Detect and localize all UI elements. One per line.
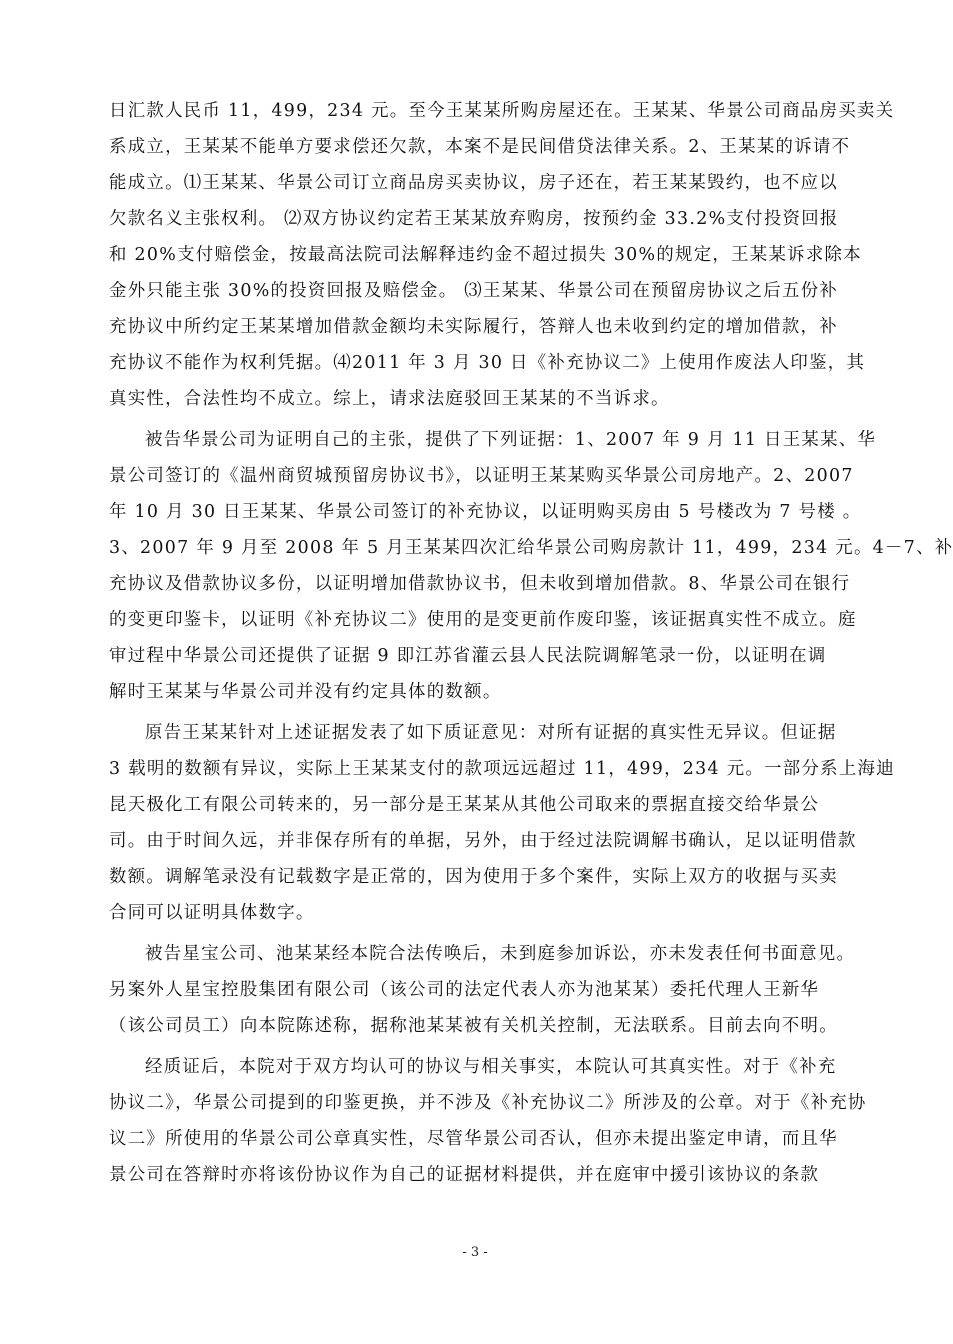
paragraph-plaintiff-cross-examination xyxy=(109,715,895,931)
text-line: 数额。调解笔录没有记载数字是正常的，因为使用于多个案件，实际上双方的收据与买卖 xyxy=(109,867,838,887)
text-line: 昆天极化工有限公司转来的，另一部分是王某某从其他公司取来的票据直接交给华景公 xyxy=(109,795,820,815)
text-line: 日汇款人民币 11，499，234 元。至今王某某所购房屋还在。王某某、华景公司商品房买卖关 xyxy=(109,101,895,121)
page-number: - 3 - xyxy=(462,1245,488,1260)
text-line: 年 10 月 30 日王某某、华景公司签订的补充协议，以证明购买房由 5 号楼改为 7 号楼 。 xyxy=(109,502,862,522)
text-line: 系成立，王某某不能单方要求偿还欠款，本案不是民间借贷法律关系。2、王某某的诉请不 xyxy=(109,137,851,157)
text-line: 充协议中所约定王某某增加借款金额均未实际履行，答辩人也未收到约定的增加借款，补 xyxy=(109,317,838,337)
text-line: 景公司签订的《温州商贸城预留房协议书》，以证明王某某购买华景公司房地产。2、2007 xyxy=(109,466,854,486)
text-line: 合同可以证明具体数字。 xyxy=(109,903,315,923)
text-line: 司。由于时间久远，并非保存所有的单据，另外，由于经过法院调解书确认，足以证明借款 xyxy=(109,831,857,851)
text-line: 审过程中华景公司还提供了证据 9 即江苏省灌云县人民法院调解笔录一份，以证明在调 xyxy=(109,646,827,666)
text-line: （该公司员工）向本院陈述称，据称池某某被有关机关控制，无法联系。目前去向不明。 xyxy=(109,1016,838,1036)
text-line: 金外只能主张 30%的投资回报及赔偿金。 ⑶王某某、华景公司在预留房协议之后五份补 xyxy=(109,281,839,301)
text-line: 和 20%支付赔偿金，按最高法院司法解释违约金不超过损失 30%的规定，王某某诉求除本 xyxy=(109,245,862,265)
paragraph-defendant-evidence xyxy=(109,422,953,710)
text-line: 3 载明的数额有异议，实际上王某某支付的款项远远超过 11，499，234 元。一部分系上海迪 xyxy=(109,759,895,779)
text-line: 议二》所使用的华景公司公章真实性，尽管华景公司否认，但亦未提出鉴定申请，而且华 xyxy=(109,1129,838,1149)
text-line: 被告星宝公司、池某某经本院合法传唤后，未到庭参加诉讼，亦未发表任何书面意见。 xyxy=(145,944,856,964)
text-line: 3、2007 年 9 月至 2008 年 5 月王某某四次汇给华景公司购房款计 11，499，234 元。4－7、补 xyxy=(109,538,953,558)
text-line: 解时王某某与华景公司并没有约定具体的数额。 xyxy=(109,682,502,702)
text-line: 经质证后，本院对于双方均认可的协议与相关事实，本院认可其真实性。对于《补充 xyxy=(145,1057,837,1077)
text-line: 充协议及借款协议多份，以证明增加借款协议书，但未收到增加借款。8、华景公司在银行 xyxy=(109,574,851,594)
paragraph-absent-defendants xyxy=(109,936,856,1044)
text-line: 协议二》，华景公司提到的印鉴更换，并不涉及《补充协议二》所涉及的公章。对于《补充协 xyxy=(109,1093,867,1113)
text-line: 的变更印鉴卡，以证明《补充协议二》使用的是变更前作废印鉴，该证据真实性不成立。庭 xyxy=(109,610,857,630)
document-body xyxy=(109,93,953,1193)
text-line: 被告华景公司为证明自己的主张，提供了下列证据：1、2007 年 9 月 11 日王某某、华 xyxy=(145,430,877,450)
paragraph-defense-argument xyxy=(109,93,895,417)
paragraph-court-findings xyxy=(109,1049,867,1193)
text-line: 欠款名义主张权利。 ⑵双方协议约定若王某某放弃购房，按预约金 33.2%支付投资回报 xyxy=(109,209,839,229)
text-line: 充协议不能作为权利凭据。⑷2011 年 3 月 30 日《补充协议二》上使用作废法人印鉴，其 xyxy=(109,353,866,373)
text-line: 原告王某某针对上述证据发表了如下质证意见：对所有证据的真实性无异议。但证据 xyxy=(145,723,837,743)
text-line: 能成立。⑴王某某、华景公司订立商品房买卖协议，房子还在，若王某某毁约，也不应以 xyxy=(109,173,838,193)
text-line: 真实性，合法性均不成立。综上，请求法庭驳回王某某的不当诉求。 xyxy=(109,389,670,409)
text-line: 另案外人星宝控股集团有限公司（该公司的法定代表人亦为池某某）委托代理人王新华 xyxy=(109,980,820,1000)
text-line: 景公司在答辩时亦将该份协议作为自己的证据材料提供，并在庭审中援引该协议的条款 xyxy=(109,1165,820,1185)
